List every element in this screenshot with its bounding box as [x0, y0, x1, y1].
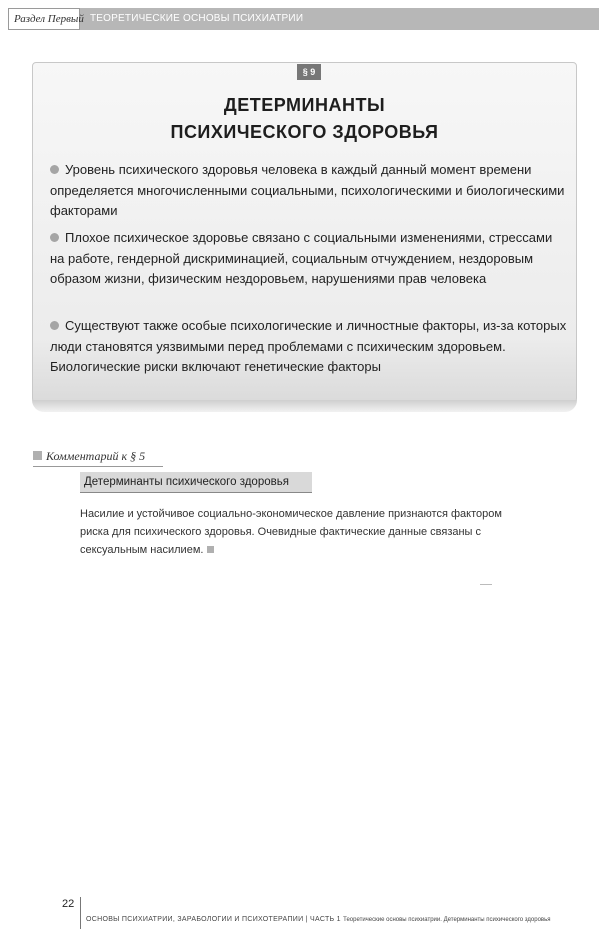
comment-body — [80, 505, 510, 559]
bullet-text: Существуют также особые психологические и личностные факторы, из-за которых люди становятся уязвимыми перед проблемами с психическим здоровьем. Биологические риски включают генетические факторы — [50, 318, 567, 374]
comment-label — [33, 448, 145, 464]
dash-mark — [480, 584, 492, 585]
divider — [80, 897, 81, 929]
paragraph-badge: § 9 — [297, 64, 321, 80]
comment-body-text: Насилие и устойчивое социально-экономическое давление признаются фактором риска для психического здоровья. Очевидные фактические данные связаны с сексуальным насилием. — [80, 508, 502, 556]
bullet-text: Уровень психического здоровья человека в каждый данный момент времени определяется многочисленными социальными, психологическими и биологическими факторами — [50, 162, 565, 218]
title-line-2: ПСИХИЧЕСКОГО ЗДОРОВЬЯ — [170, 122, 439, 142]
bullet-icon — [50, 233, 59, 242]
divider — [33, 466, 163, 467]
bullet-item — [50, 316, 570, 378]
footer-sub: Теоретические основы психиатрии. Детерминанты психического здоровья — [343, 917, 551, 923]
page-title — [32, 92, 577, 146]
divider — [80, 492, 312, 493]
bullet-icon — [50, 165, 59, 174]
running-footer: ОСНОВЫ ПСИХИАТРИИ, ЗАРАБОЛОГИИ И ПСИХОТЕРАПИИ | ЧАСТЬ 1 Теоретические основы психиатрии. Детерминанты психического здоровья — [86, 916, 551, 923]
header-title: ТЕОРЕТИЧЕСКИЕ ОСНОВЫ ПСИХИАТРИИ — [90, 13, 304, 24]
bullet-item — [50, 160, 570, 222]
square-icon — [33, 451, 42, 460]
comment-label-text: Комментарий к § 5 — [46, 449, 146, 463]
comment-subheading: Детерминанты психического здоровья — [80, 472, 312, 492]
end-square-icon — [207, 546, 214, 553]
section-label: Раздел Первый — [8, 8, 80, 30]
footer-part: ЧАСТЬ 1 — [310, 916, 341, 923]
bullet-item — [50, 228, 570, 290]
title-line-1: ДЕТЕРМИНАНТЫ — [223, 95, 386, 115]
bullet-icon — [50, 321, 59, 330]
page-number: 22 — [62, 898, 75, 910]
bullet-text: Плохое психическое здоровье связано с социальными изменениями, стрессами на работе, гендерной дискриминацией, социальным отчуждением, нездоровым образом жизни, физическим нездоровьем, нарушениями прав человека — [50, 230, 553, 286]
footer-main: ОСНОВЫ ПСИХИАТРИИ, ЗАРАБОЛОГИИ И ПСИХОТЕРАПИИ — [86, 916, 304, 923]
panel-shadow — [32, 400, 577, 412]
